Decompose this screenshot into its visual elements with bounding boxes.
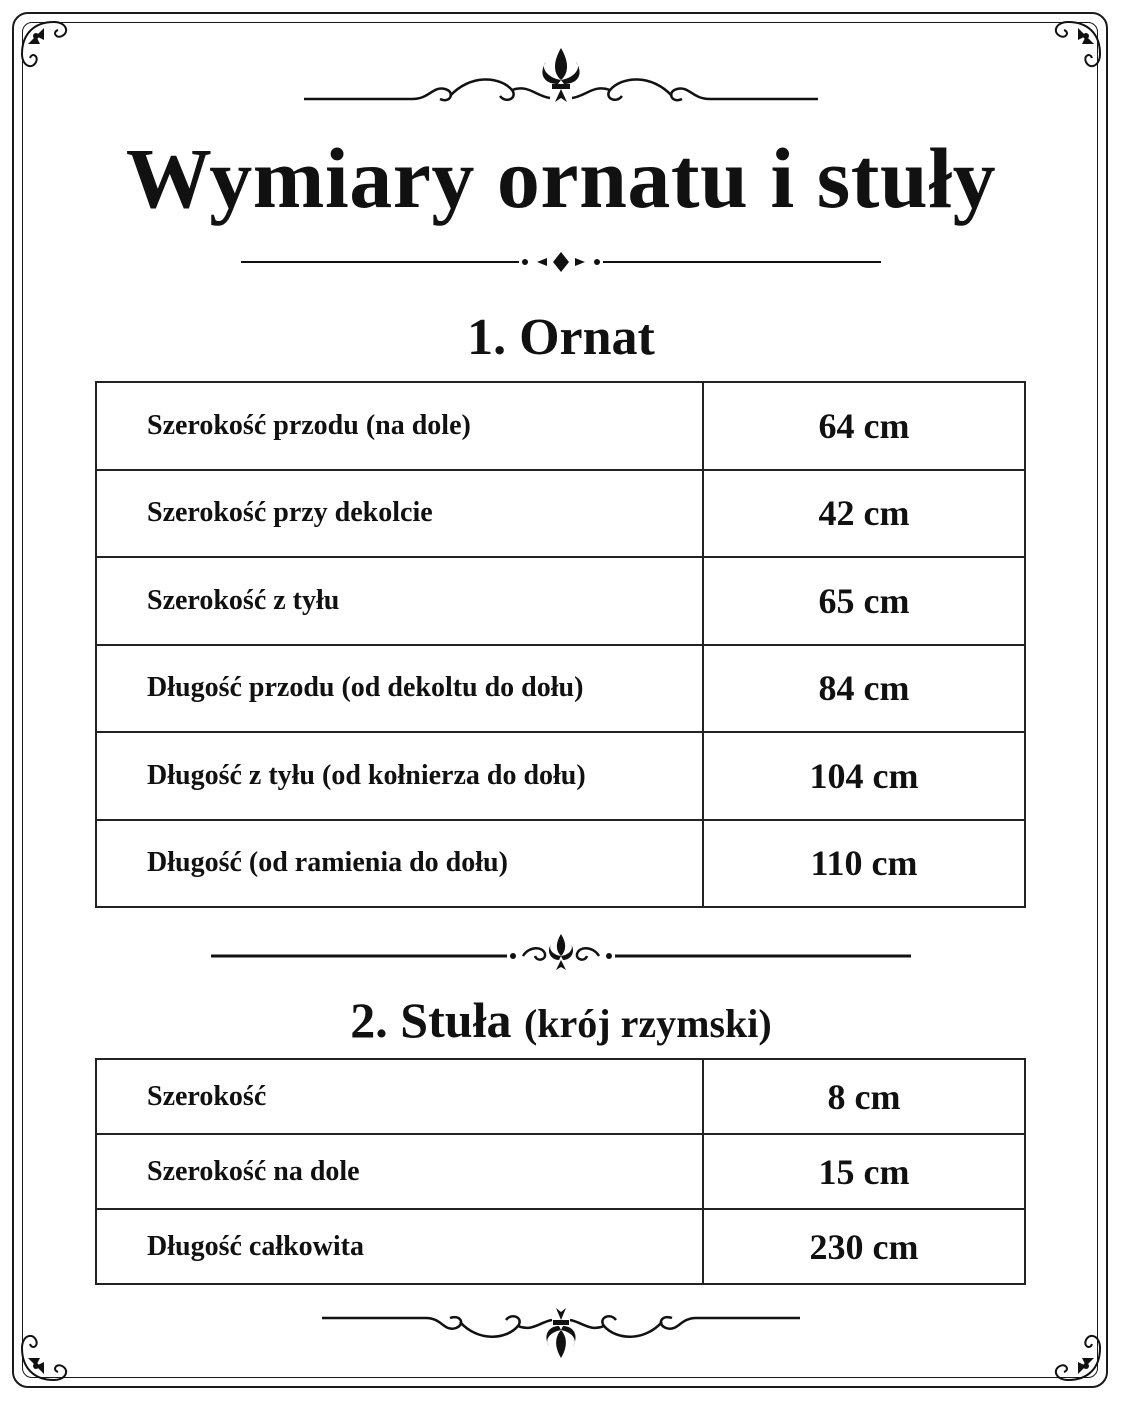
section-heading-stula-note: (krój rzymski): [523, 1001, 772, 1046]
dimension-label: Szerokość przy dekolcie: [96, 470, 703, 558]
table-row: [96, 1134, 1025, 1209]
table-row: [96, 557, 1025, 645]
dimension-value: 42 cm: [703, 470, 1025, 558]
fleur-de-lis-divider-icon: [300, 44, 822, 110]
dimension-value: 15 cm: [703, 1134, 1025, 1209]
dimension-value: 8 cm: [703, 1059, 1025, 1134]
dimension-label: Szerokość przodu (na dole): [96, 382, 703, 470]
table-row: [96, 732, 1025, 820]
fleur-de-lis-divider-icon: [318, 1300, 804, 1362]
dimension-value: 230 cm: [703, 1209, 1025, 1284]
fleur-de-lis-divider-icon: [211, 930, 911, 974]
page-title: Wymiary ornatu i stuły: [125, 130, 997, 226]
dimension-value: 110 cm: [703, 820, 1025, 908]
dimension-label: Szerokość z tyłu: [96, 557, 703, 645]
table-row: [96, 382, 1025, 470]
section-heading-stula: [0, 990, 1122, 1054]
dimension-value: 64 cm: [703, 382, 1025, 470]
corner-flourish-icon: [14, 1316, 86, 1388]
corner-flourish-icon: [14, 14, 86, 86]
table-row: [96, 645, 1025, 733]
section-heading-stula-main: 2. Stuła: [350, 992, 512, 1048]
corner-flourish-icon: [1036, 14, 1108, 86]
table-row: [96, 470, 1025, 558]
ornat-dimensions-table: [95, 381, 1026, 908]
dimension-value: 104 cm: [703, 732, 1025, 820]
dimension-label: Długość (od ramienia do dołu): [96, 820, 703, 908]
dimension-value: 65 cm: [703, 557, 1025, 645]
dimension-label: Długość przodu (od dekoltu do dołu): [96, 645, 703, 733]
dimension-label: Długość całkowita: [96, 1209, 703, 1284]
table-row: [96, 1059, 1025, 1134]
section-heading-ornat: 1. Ornat: [467, 309, 655, 366]
corner-flourish-icon: [1036, 1316, 1108, 1388]
dimension-label: Szerokość: [96, 1059, 703, 1134]
dimension-label: Szerokość na dole: [96, 1134, 703, 1209]
diamond-divider-icon: [241, 250, 881, 274]
dimension-label: Długość z tyłu (od kołnierza do dołu): [96, 732, 703, 820]
dimension-value: 84 cm: [703, 645, 1025, 733]
stula-dimensions-table: [95, 1058, 1026, 1285]
table-row: [96, 1209, 1025, 1284]
table-row: [96, 820, 1025, 908]
